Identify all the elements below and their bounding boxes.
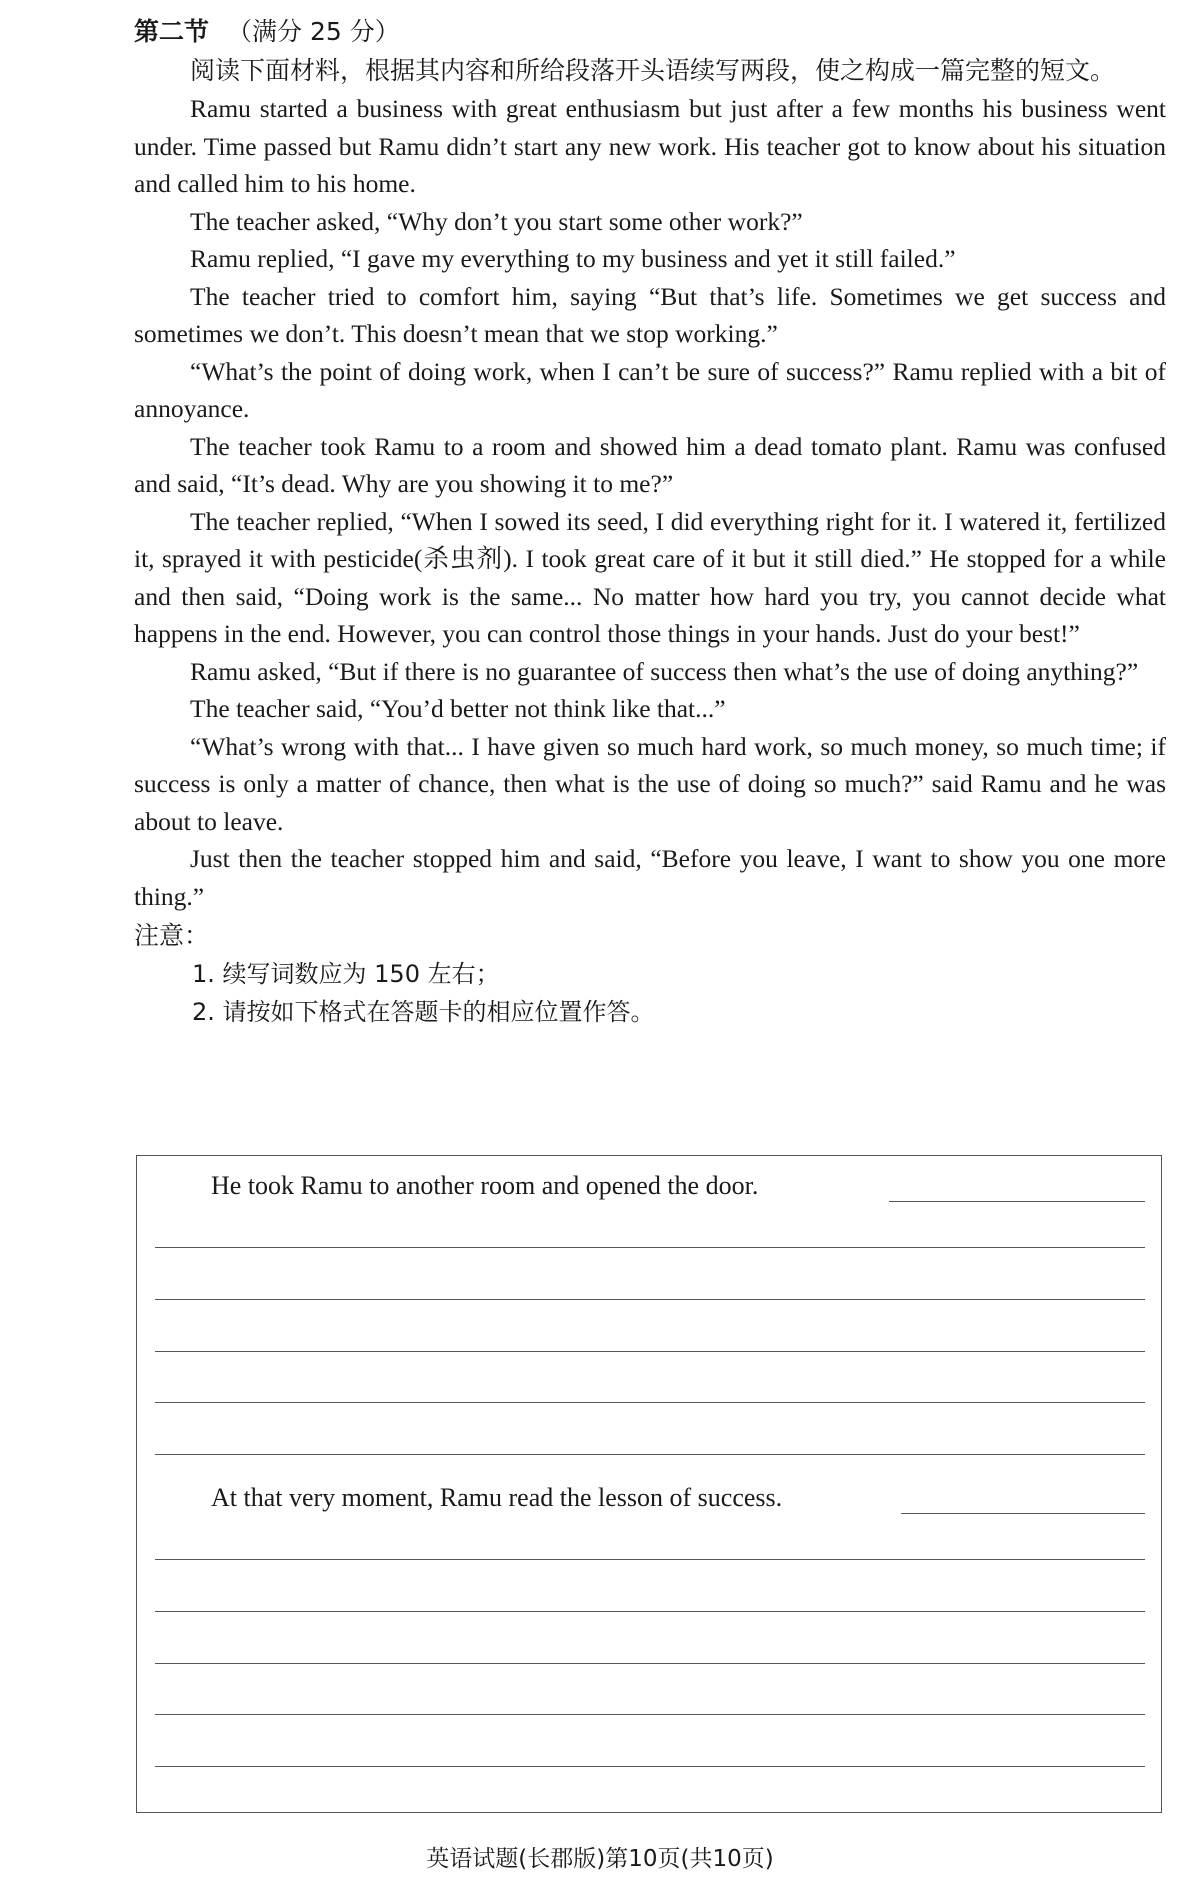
answer-prompt-2	[137, 1478, 1161, 1518]
writing-line[interactable]	[155, 1299, 1145, 1300]
writing-line[interactable]	[155, 1714, 1145, 1715]
story-paragraph: The teacher tried to comfort him, saying “But that’s life. Sometimes we get success and sometimes we don’t. This doesn’t mean that we stop working.”	[134, 281, 1166, 348]
section-title: 第二节	[134, 17, 210, 46]
story-passage	[134, 90, 1166, 915]
story-paragraph: The teacher asked, “Why don’t you start some other work?”	[190, 206, 803, 236]
writing-line[interactable]	[155, 1663, 1145, 1664]
paragraph-opener-2: At that very moment, Ramu read the lesson of success.	[211, 1483, 783, 1512]
story-paragraph: The teacher took Ramu to a room and showed him a dead tomato plant. Ramu was confused and said, “It’s dead. Why are you showing it to me?”	[134, 431, 1166, 498]
writing-line[interactable]	[155, 1766, 1145, 1767]
question-section	[134, 14, 1166, 1031]
writing-line[interactable]	[155, 1559, 1145, 1560]
story-paragraph: Ramu asked, “But if there is no guarantee of success then what’s the use of doing anything?”	[190, 656, 1139, 686]
instruction-text: 阅读下面材料，根据其内容和所给段落开头语续写两段，使之构成一篇完整的短文。	[190, 56, 1116, 85]
paragraph-opener-1: He took Ramu to another room and opened the door.	[211, 1171, 759, 1200]
section-score: （满分 25 分）	[227, 17, 400, 46]
writing-line[interactable]	[155, 1351, 1145, 1352]
note-item: 2. 请按如下格式在答题卡的相应位置作答。	[192, 998, 655, 1026]
writing-line[interactable]	[155, 1402, 1145, 1403]
page-footer: 英语试题(长郡版)第10页(共10页)	[426, 1846, 774, 1872]
story-paragraph: Ramu replied, “I gave my everything to my business and yet it still failed.”	[190, 244, 956, 273]
story-paragraph: The teacher replied, “When I sowed its seed, I did everything right for it. I watered it, fertilized it, sprayed it with pesticide(杀虫剂). I took great care of it but it still died.” He stopped for a while and then said, “Doing work is the same... No matter how hard you try, you cannot decide what happens in the end. However, you can control those things in your hands. Just do your best!”	[134, 506, 1166, 648]
story-paragraph: Ramu started a business with great enthusiasm but just after a few months his business went under. Time passed but Ramu didn’t start any new work. His teacher got to know about his situation and called him to his home.	[134, 94, 1166, 198]
writing-line[interactable]	[155, 1247, 1145, 1248]
section-header	[134, 14, 1166, 50]
story-paragraph: Just then the teacher stopped him and said, “Before you leave, I want to show you one more thing.”	[134, 844, 1166, 911]
answer-box	[136, 1155, 1162, 1813]
note-item: 1. 续写词数应为 150 左右；	[192, 960, 500, 988]
writing-line[interactable]	[155, 1454, 1145, 1455]
answer-blank[interactable]	[889, 1200, 1145, 1202]
writing-line[interactable]	[155, 1611, 1145, 1612]
answer-prompt-1	[137, 1166, 1161, 1206]
answer-blank[interactable]	[901, 1512, 1145, 1514]
story-paragraph: “What’s wrong with that... I have given so much hard work, so much money, so much time; if success is only a matter of chance, then what is the use of doing so much?” said Ramu and he was about to leave.	[134, 731, 1166, 836]
story-paragraph: The teacher said, “You’d better not think like that...”	[190, 694, 726, 723]
notes-heading: 注意：	[134, 921, 210, 950]
story-paragraph: “What’s the point of doing work, when I can’t be sure of success?” Ramu replied with a bit of annoyance.	[134, 356, 1166, 423]
